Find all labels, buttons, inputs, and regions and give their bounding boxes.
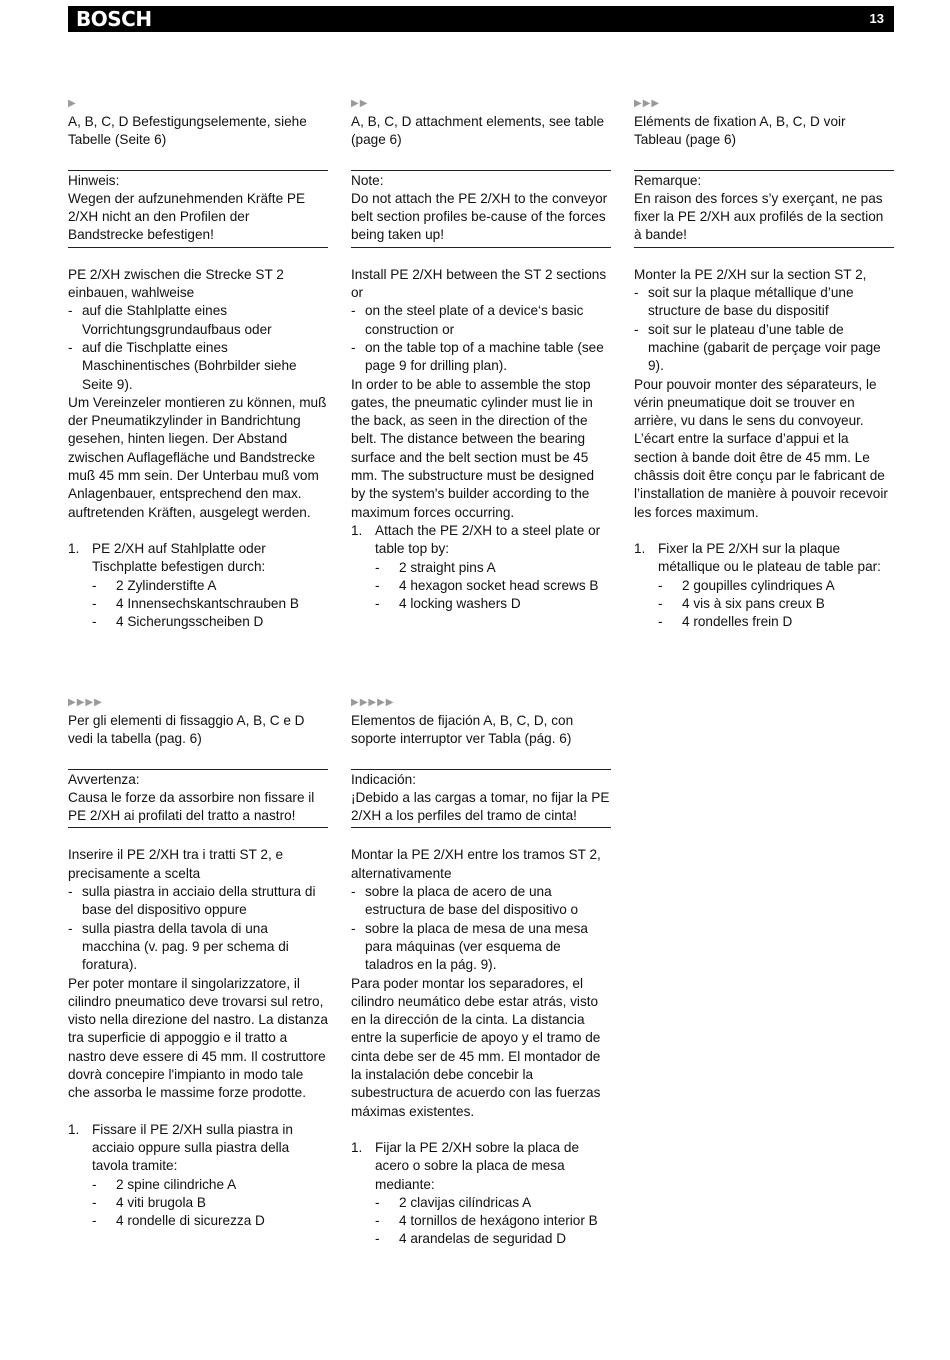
body-text: Pour pouvoir monter des séparateurs, le vérin pneumatique doit se trouver en arrière, vu dans le sens du convoyeur. L’écart entre la surface d’appui et la section à bande doit être de 45 mm. Le châssis doit être conçu par le fabricant de l’installation de manière à pouvoir recevoir les forces maximum.	[634, 376, 888, 520]
install-lead: Montar la PE 2/XH entre los tramos ST 2, alternativamente	[351, 847, 601, 881]
note-title: Hinweis:	[68, 172, 120, 188]
option-item: - on the table top of a machine table (see page 9 for drilling plan).	[351, 339, 604, 374]
body-text: Para poder montar los separadores, el cilindro neumático debe estar atrás, visto en la dirección de la cinta. La distancia entre la superficie de apoyo y el tramo de cinta debe ser de 45 mm. El montador de la instalación debe concebir la subestructura de acuerdo con las fuerzas máximas existentes.	[351, 975, 601, 1119]
note-text: En raison des forces s’y exerçant, ne pas fixer la PE 2/XH aux profilés de la section à bande!	[634, 190, 884, 243]
language-marker: ▶▶	[351, 98, 369, 109]
step-item: 1. Fijar la PE 2/XH sobre la placa de acero o sobre la placa de mesa mediante:	[351, 1139, 580, 1192]
section-english	[351, 95, 611, 613]
note-box	[351, 769, 611, 829]
install-lead: PE 2/XH zwischen die Strecke ST 2 einbauen, wahlweise	[68, 266, 284, 301]
section-italian	[68, 694, 328, 1230]
option-item: - on the steel plate of a device‘s basic construction or	[351, 303, 584, 337]
section-german	[68, 95, 328, 631]
intro-text: A, B, C, D attachment elements, see table (page 6)	[351, 114, 605, 148]
note-box	[68, 170, 328, 248]
option-item: - auf die Tischplatte eines Maschinentisches (Bohrbilder siehe Seite 9).	[68, 339, 297, 392]
step-subitem: - 4 viti brugola B	[92, 1194, 206, 1210]
body-text: In order to be able to assemble the stop gates, the pneumatic cylinder must lie in the back, as seen in the direction of the belt. The distance between the bearing surface and the belt section must be 45 mm. The substructure must be designed by the system's builder according to the maximum forces occurring.	[351, 376, 595, 520]
body-text: Um Vereinzeler montieren zu können, muß der Pneumatikzylinder in Bandrichtung gesehen, hinten liegen. Der Abstand zwischen Auflagefläche und Bandstrecke muß 45 mm sein. Der Unterbau muß vom Anlagenbauer, entsprechend den max. auftretenden Kräften, ausgelegt werden.	[68, 394, 327, 520]
body-text: Per poter montare il singolarizzatore, il cilindro pneumatico deve trovarsi sul retro, visto nella direzione del nastro. La distanza tra superficie di appoggio e il tratto a nastro deve essere di 45 mm. Il costruttore dovrà concepire l'impianto in modo tale che assorba le massime forze prodotte.	[68, 975, 328, 1101]
brand-logo: BOSCH	[76, 7, 152, 31]
language-marker: ▶▶▶▶	[68, 697, 103, 708]
note-title: Indicación:	[351, 771, 416, 787]
note-title: Remarque:	[634, 172, 702, 188]
note-title: Avvertenza:	[68, 771, 140, 787]
step-subitem: - 4 Sicherungsscheiben D	[92, 614, 264, 630]
page-number: 13	[869, 11, 884, 26]
option-item: - auf die Stahlplatte eines Vorrichtungsgrundaufbaus oder	[68, 303, 272, 337]
step-item: 1. PE 2/XH auf Stahlplatte oder Tischplatte befestigen durch:	[68, 540, 266, 575]
install-lead: Monter la PE 2/XH sur la section ST 2,	[634, 266, 867, 282]
step-subitem: - 4 rondelles frein D	[658, 614, 793, 630]
step-subitem: - 2 spine cilindriche A	[92, 1176, 237, 1192]
note-text: Do not attach the PE 2/XH to the conveyor belt section profiles be-cause of the forces being taken up!	[351, 190, 608, 243]
option-item: - soit sur le plateau d’une table de machine (gabarit de perçage voir page 9).	[634, 321, 881, 374]
language-marker: ▶▶▶▶▶	[351, 697, 395, 708]
step-subitem: - 4 hexagon socket head screws B	[375, 577, 599, 593]
section-french	[634, 95, 894, 631]
step-subitem: - 2 Zylinderstifte A	[92, 577, 217, 593]
note-text: Wegen der aufzunehmenden Kräfte PE 2/XH nicht an den Profilen der Bandstrecke befestigen!	[68, 190, 306, 243]
step-item: 1. Attach the PE 2/XH to a steel plate or table top by:	[351, 522, 601, 557]
step-item: 1. Fissare il PE 2/XH sulla piastra in acciaio oppure sulla piastra della tavola tramite:	[68, 1121, 293, 1174]
note-text: ¡Debido a las cargas a tomar, no fijar la PE 2/XH a los perfiles del tramo de cinta!	[351, 789, 610, 824]
section-spanish	[351, 694, 611, 1249]
option-item: - sobre la placa de acero de una estructura de base del dispositivo o	[351, 884, 579, 918]
note-box	[351, 170, 611, 248]
step-subitem: - 2 straight pins A	[375, 559, 496, 575]
header-bar	[68, 6, 894, 32]
install-lead: Inserire il PE 2/XH tra i tratti ST 2, e precisamente a scelta	[68, 847, 284, 881]
step-subitem: - 4 vis à six pans creux B	[658, 595, 825, 611]
step-subitem: - 2 goupilles cylindriques A	[658, 577, 835, 593]
step-subitem: - 4 rondelle di sicurezza D	[92, 1213, 265, 1229]
language-marker: ▶▶▶	[634, 98, 661, 109]
step-item: 1. Fixer la PE 2/XH sur la plaque métallique ou le plateau de table par:	[634, 540, 881, 575]
option-item: - soit sur la plaque métallique d’une structure de base du dispositif	[634, 285, 854, 319]
intro-text: Eléments de fixation A, B, C, D voir Tableau (page 6)	[634, 114, 846, 148]
option-item: - sulla piastra in acciaio della struttura di base del dispositivo oppure	[68, 884, 316, 918]
step-subitem: - 4 locking washers D	[375, 596, 521, 612]
note-title: Note:	[351, 172, 384, 188]
intro-text: A, B, C, D Befestigungselemente, siehe Tabelle (Seite 6)	[68, 114, 307, 148]
note-box	[634, 170, 894, 248]
install-lead: Install PE 2/XH between the ST 2 sections or	[351, 266, 607, 301]
option-item: - sobre la placa de mesa de una mesa para máquinas (ver esquema de taladros en la pág. 9).	[351, 920, 588, 973]
intro-text: Elementos de fijación A, B, C, D, con soporte interruptor ver Tabla (pág. 6)	[351, 713, 574, 747]
step-subitem: - 4 tornillos de hexágono interior B	[375, 1213, 598, 1229]
note-box	[68, 769, 328, 829]
note-text: Causa le forze da assorbire non fissare il PE 2/XH ai profilati del tratto a nastro!	[68, 789, 315, 824]
step-subitem: - 4 Innensechskantschrauben B	[92, 595, 299, 611]
intro-text: Per gli elementi di fissaggio A, B, C e D vedi la tabella (pag. 6)	[68, 713, 305, 747]
option-item: - sulla piastra della tavola di una macchina (v. pag. 9 per schema di foratura).	[68, 920, 289, 973]
step-subitem: - 2 clavijas cilíndricas A	[375, 1194, 532, 1210]
language-marker: ▶	[68, 98, 77, 109]
step-subitem: - 4 arandelas de seguridad D	[375, 1231, 567, 1247]
